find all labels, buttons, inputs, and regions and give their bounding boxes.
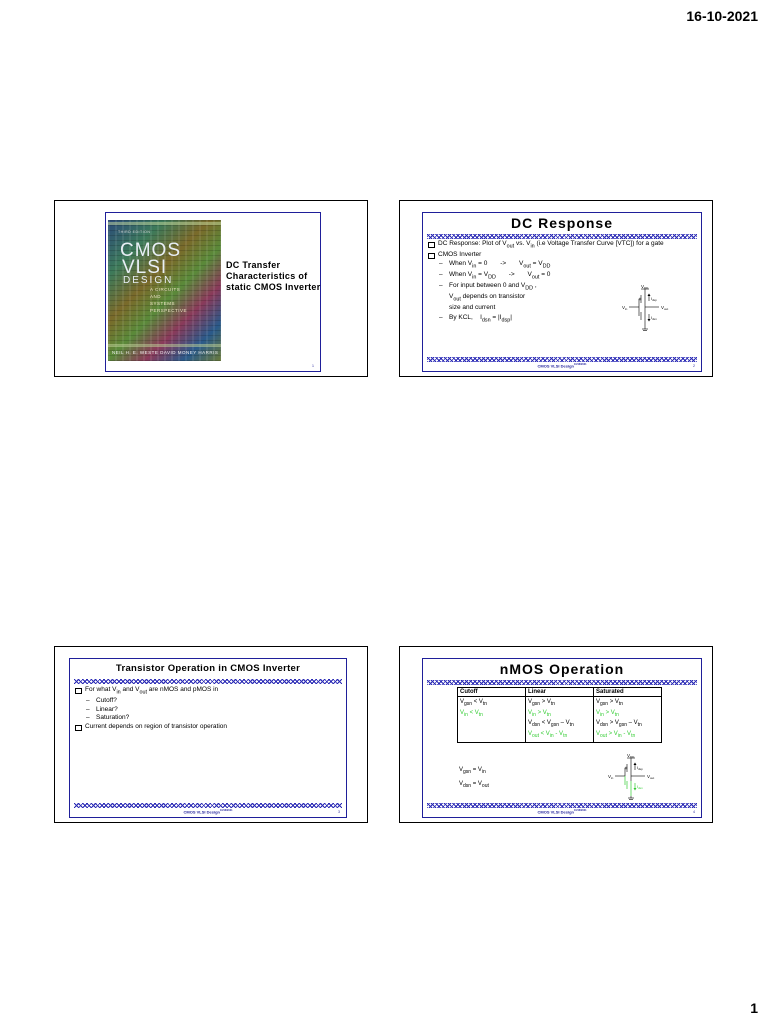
svg-text:Vout: $V_{out}$ [661, 305, 669, 311]
book-title-line3: DESIGN [123, 275, 174, 286]
slide-3-frame [69, 658, 347, 818]
svg-text:VDD: $V_{DD}$ [641, 285, 649, 290]
slide-1-number: 1 [312, 364, 314, 368]
book-title-line2: VLSI [122, 257, 168, 278]
slide-4-footer: CMOS VLSI Design$^{10/16/2021}$ [537, 808, 587, 814]
slide-3-footer: CMOS VLSI Design$^{10/16/2021}$ [183, 808, 233, 814]
book-subtitle: A CIRCUITS AND SYSTEMS PERSPECTIVE [150, 287, 188, 313]
cell-saturated: $V_{gsn} > V_{tn}$ $V_{in} > V_{tn}$ $V_{dsn} > V_{gsn} - V_{tn}$ $V_{out} > V_{in} - V_{tn}$ [594, 697, 662, 743]
svg-text:Idsp: $I_{dsp}$ [651, 296, 657, 302]
book-edition: THIRD EDITION [118, 230, 151, 234]
header-linear: Linear [526, 688, 594, 697]
slide-4-top-band [427, 680, 697, 685]
slide-3-content: For what $V_{in}$ and $V_{out}$ are nMOS and pMOS in – Cutoff? – Linear? – Saturation? Current depends on region of transistor operation [74, 686, 342, 732]
svg-text:Vin: $V_{in}$ [622, 305, 628, 311]
slide-1 [54, 200, 368, 377]
svg-text:Idsn: $I_{dsn}$ [637, 784, 643, 790]
svg-text:Idsp: $I_{dsp}$ [637, 765, 643, 771]
slide-2-title: DC Response [510, 215, 614, 231]
slide-3 [54, 646, 368, 823]
slide-4-number: 4 [693, 810, 695, 814]
slide-1-frame [105, 212, 321, 372]
note-vdsn: $V_{dsn} = V_{out}$ [459, 781, 489, 790]
header-cutoff: Cutoff [458, 688, 526, 697]
slide-2-bottom-band [427, 357, 697, 362]
slide-2-frame [422, 212, 702, 372]
slide-2-content: DC Response: Plot of $V_{out}$ vs. $V_{in}$ (i.e Voltage Transfer Curve [VTC]) for a gate CMOS Inverter – When $V_{in} = 0 -> V_{out} = V_{DD}$ – When $V_{in} = V_{DD} -> V_{out} = 0$ – For input between 0 and $V_{DD}$ , $V_{out}$ depends on transistor size and current – By KCL, $I_{dsn} = |I_{dsp}|$ [427, 240, 697, 325]
nmos-circuit-diagram [595, 754, 685, 804]
page-number: 1 [750, 1000, 758, 1016]
slide-4-frame [422, 658, 702, 818]
svg-text:Idsn: $I_{dsn}$ [651, 315, 657, 321]
slide-4-title: nMOS Operation [499, 661, 625, 677]
cell-linear: $V_{gsn} > V_{tn}$ $V_{in} > V_{tn}$ $V_{dsn} < V_{gsn} - V_{tn}$ $V_{out} < V_{in} - V_{tn}$ [526, 697, 594, 743]
slide-3-top-band [74, 679, 342, 684]
slide-4-bottom-band [427, 803, 697, 808]
book-title-line1: CMOS [120, 240, 181, 261]
svg-text:Vout: $V_{out}$ [647, 774, 655, 780]
book-authors: NEIL H. E. WESTE DAVID MONEY HARRIS [112, 350, 219, 355]
slide-3-title: Transistor Operation in CMOS Inverter [115, 663, 301, 674]
slide-2-top-band [427, 234, 697, 239]
slide-4 [399, 646, 713, 823]
slide-3-number: 3 [338, 810, 340, 814]
slide-1-title: DC Transfer Characteristics of static CMOS Inverter [226, 260, 321, 292]
inverter-circuit-diagram [609, 285, 699, 335]
slide-3-bottom-band [74, 803, 342, 808]
header-saturated: Saturated [594, 688, 662, 697]
svg-text:Vin: $V_{in}$ [608, 774, 614, 780]
slide-2 [399, 200, 713, 377]
cell-cutoff: $V_{gsn} < V_{tn}$ $V_{in} < V_{tn}$ [458, 697, 526, 743]
nmos-operation-table [457, 687, 662, 743]
book-cover-image [108, 220, 221, 361]
slide-2-footer: CMOS VLSI Design$^{10/16/2021}$ [537, 362, 587, 368]
slide-2-number: 2 [693, 364, 695, 368]
note-vgsn: $V_{gsn} = V_{in}$ [459, 767, 486, 776]
page-date: 16-10-2021 [686, 8, 758, 24]
svg-text:VDD: $V_{DD}$ [627, 754, 635, 759]
